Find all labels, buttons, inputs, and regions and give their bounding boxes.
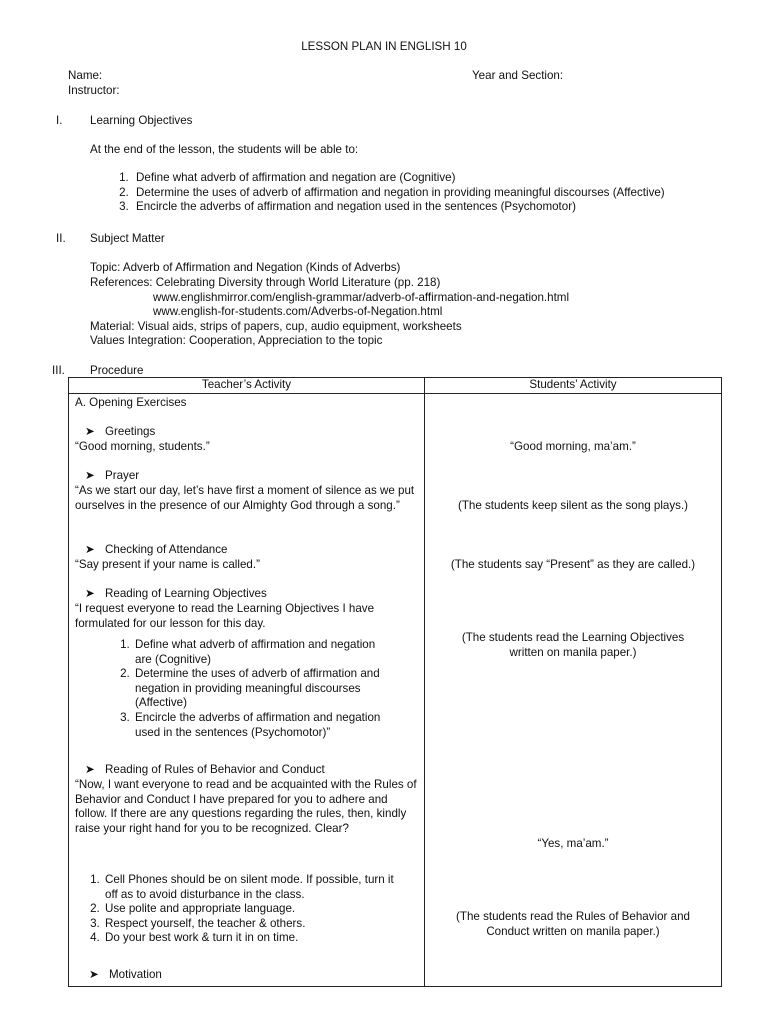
teacher-activity-cell	[69, 394, 425, 987]
reading-objectives-heading	[85, 587, 267, 602]
procedure-table	[68, 377, 722, 987]
prayer-teacher-line: “As we start our day, let’s have first a moment of silence as we put ourselves in the presence of our Almighty God through a song.”	[75, 484, 415, 512]
arrow-bullet-icon: ➤	[85, 469, 95, 482]
arrow-bullet-icon: ➤	[89, 968, 99, 981]
reading-objectives-heading-text: Reading of Learning Objectives	[105, 587, 267, 600]
rules-heading	[85, 763, 325, 778]
reading-objective-item: 3. Encircle the adverbs of affirmation and negation used in the sentences (Psychomotor)”	[133, 711, 393, 740]
objective-item: 2. Determine the uses of adverb of affirmation and negation in providing meaningful discourses (Affective)	[132, 186, 768, 201]
subject-topic: Topic: Adverb of Affirmation and Negation (Kinds of Adverbs)	[90, 261, 401, 274]
students-activity-header: Students’ Activity	[425, 378, 722, 394]
name-label: Name:	[68, 69, 103, 82]
section-title-objectives: Learning Objectives	[90, 114, 193, 127]
rule-item: 4. Do your best work & turn it in on time.	[103, 931, 403, 946]
rule-item: 2. Use polite and appropriate language.	[103, 902, 403, 917]
reading-objective-item: 1. Define what adverb of affirmation and negation are (Cognitive)	[133, 638, 393, 667]
reference-url-1: www.englishmirror.com/english-grammar/adverb-of-affirmation-and-negation.html	[153, 291, 570, 304]
motivation-heading	[89, 968, 162, 983]
students-activity-cell	[425, 394, 722, 987]
attendance-heading-text: Checking of Attendance	[105, 543, 228, 556]
rules-list	[79, 873, 403, 946]
greetings-teacher-line: “Good morning, students.”	[75, 440, 210, 453]
attendance-teacher-line: “Say present if your name is called.”	[75, 558, 260, 571]
greetings-heading	[85, 425, 155, 440]
objectives-intro: At the end of the lesson, the students will be able to:	[90, 143, 359, 156]
arrow-bullet-icon: ➤	[85, 543, 95, 556]
attendance-heading	[85, 543, 227, 558]
rule-item: 1. Cell Phones should be on silent mode. If possible, turn it off as to avoid disturbance in the class.	[103, 873, 403, 902]
section-number-objectives: I.	[56, 114, 63, 127]
rules-student-reply: “Yes, ma’am.”	[537, 837, 609, 850]
prayer-student-line: (The students keep silent as the song plays.)	[457, 499, 689, 512]
teacher-activity-header: Teacher’s Activity	[69, 378, 425, 394]
prayer-heading	[85, 469, 139, 484]
reading-objectives-student-line: (The students read the Learning Objectives written on manila paper.)	[461, 631, 685, 659]
rule-item: 3. Respect yourself, the teacher & others.	[103, 917, 403, 932]
arrow-bullet-icon: ➤	[85, 763, 95, 776]
section-number-procedure: III.	[52, 364, 65, 377]
rules-teacher-line: “Now, I want everyone to read and be acquainted with the Rules of Behavior and Conduct I have prepared for you to adhere and follow. If there are any questions regarding the rules, then, kindly raise your right hand for you to be recognized. Clear?	[75, 778, 417, 835]
section-number-subject: II.	[56, 232, 66, 245]
arrow-bullet-icon: ➤	[85, 425, 95, 438]
objective-item: 1. Define what adverb of affirmation and negation are (Cognitive)	[132, 171, 768, 186]
arrow-bullet-icon: ➤	[85, 587, 95, 600]
year-section-label: Year and Section:	[472, 69, 564, 82]
rules-heading-text: Reading of Rules of Behavior and Conduct	[105, 763, 325, 776]
objectives-list	[108, 171, 768, 215]
opening-exercises-heading: A. Opening Exercises	[75, 396, 187, 409]
greetings-heading-text: Greetings	[105, 425, 156, 438]
reading-objectives-list	[109, 638, 393, 740]
attendance-student-line: (The students say “Present” as they are called.)	[450, 558, 696, 571]
subject-material: Material: Visual aids, strips of papers, cup, audio equipment, worksheets	[90, 320, 462, 333]
section-title-procedure: Procedure	[90, 364, 144, 377]
prayer-heading-text: Prayer	[105, 469, 140, 482]
instructor-label: Instructor:	[68, 84, 120, 97]
subject-references: References: Celebrating Diversity through World Literature (pp. 218)	[90, 276, 441, 289]
rules-student-read-line: (The students read the Rules of Behavior and Conduct written on manila paper.)	[456, 910, 690, 938]
document-title: LESSON PLAN IN ENGLISH 10	[301, 40, 467, 53]
reference-url-2: www.english-for-students.com/Adverbs-of-Negation.html	[153, 305, 443, 318]
greetings-student-line: “Good morning, ma’am.”	[510, 440, 636, 453]
section-title-subject: Subject Matter	[90, 232, 165, 245]
motivation-heading-text: Motivation	[109, 968, 162, 981]
objective-item: 3. Encircle the adverbs of affirmation and negation used in the sentences (Psychomotor)	[132, 200, 768, 215]
subject-values: Values Integration: Cooperation, Appreciation to the topic	[90, 334, 383, 347]
reading-objectives-teacher-line: “I request everyone to read the Learning Objectives I have formulated for our lesson for this day.	[75, 602, 375, 630]
reading-objective-item: 2. Determine the uses of adverb of affirmation and negation in providing meaningful discourses (Affective)	[133, 667, 393, 711]
